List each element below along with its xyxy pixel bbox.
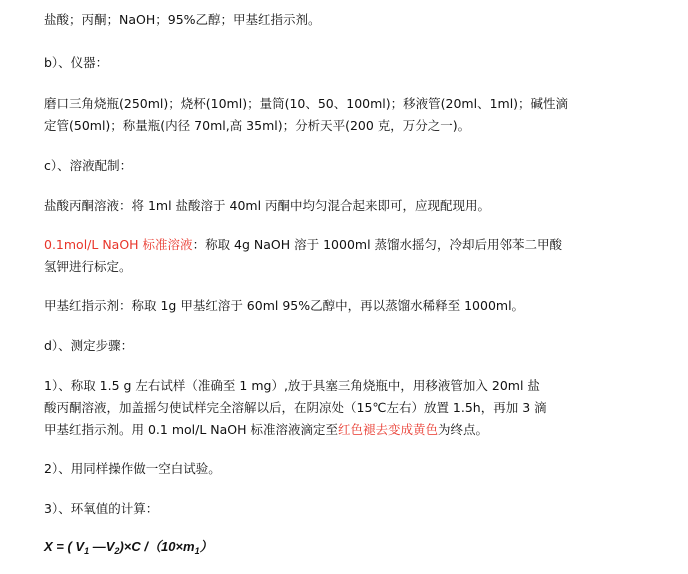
hcl-acetone-solution: 盐酸丙酮溶液：将 1ml 盐酸溶于 40ml 丙酮中均匀混合起来即可，应现配现用。 bbox=[44, 198, 491, 213]
section-b-heading: b）、仪器： bbox=[44, 55, 109, 70]
formula-sub-v1: 1 bbox=[84, 546, 90, 556]
naoh-solution-line-2: 氢钾进行标定。 bbox=[44, 259, 132, 274]
step1-line-3-end: 为终点。 bbox=[438, 422, 489, 437]
formula-sub-m1: 1 bbox=[194, 546, 200, 556]
step1-line-1: 1）、称取 1.5 g 左右试样（准确至 1 mg）,放于具塞三角烧瓶中，用移液管加入 20ml 盐 bbox=[44, 378, 540, 393]
formula-lhs: X = ( V bbox=[44, 539, 85, 554]
formula-sub-v2: 2 bbox=[114, 546, 120, 556]
step3: 3）、环氧值的计算： bbox=[44, 501, 159, 516]
indicator-solution: 甲基红指示剂：称取 1g 甲基红溶于 60ml 95%乙醇中，再以蒸馏水稀释至 1000ml。 bbox=[44, 298, 525, 313]
naoh-standard-solution-label: 0.1mol/L NaOH 标准溶液 bbox=[44, 237, 193, 252]
step1-line-2: 酸丙酮溶液，加盖摇匀使试样完全溶解以后，在阴凉处（15℃左右）放置 1.5h，再加 3 滴 bbox=[44, 400, 547, 415]
section-d-heading: d）、测定步骤： bbox=[44, 338, 134, 353]
step2: 2）、用同样操作做一空白试验。 bbox=[44, 461, 221, 476]
step1-line-3-start: 甲基红指示剂。用 0.1 mol/L NaOH 标准溶液滴定至 bbox=[44, 422, 338, 437]
endpoint-color-change: 红色褪去变成黄色 bbox=[338, 422, 439, 437]
instruments-line-2: 定管(50ml)；称量瓶(内径 70ml,高 35ml)；分析天平(200 克，万分之一)。 bbox=[44, 118, 471, 133]
formula-times-c: )×C /（10×m bbox=[119, 539, 195, 554]
section-c-heading: c）、溶液配制： bbox=[44, 158, 133, 173]
instruments-line-1: 磨口三角烧瓶(250ml)；烧杯(10ml)；量筒(10、50、100ml)；移液管(20ml、1ml)；碱性滴 bbox=[44, 96, 569, 111]
formula-minus-v: —V bbox=[89, 539, 115, 554]
epoxy-value-formula bbox=[44, 536, 213, 562]
naoh-solution-line-1 bbox=[44, 234, 562, 256]
step1-line-3 bbox=[44, 419, 488, 441]
reagents-line: 盐酸；丙酮；NaOH；95%乙醇；甲基红指示剂。 bbox=[44, 12, 321, 27]
naoh-preparation-text: ：称取 4g NaOH 溶于 1000ml 蒸馏水摇匀，冷却后用邻苯二甲酸 bbox=[192, 237, 563, 252]
formula-close: ） bbox=[199, 539, 213, 554]
